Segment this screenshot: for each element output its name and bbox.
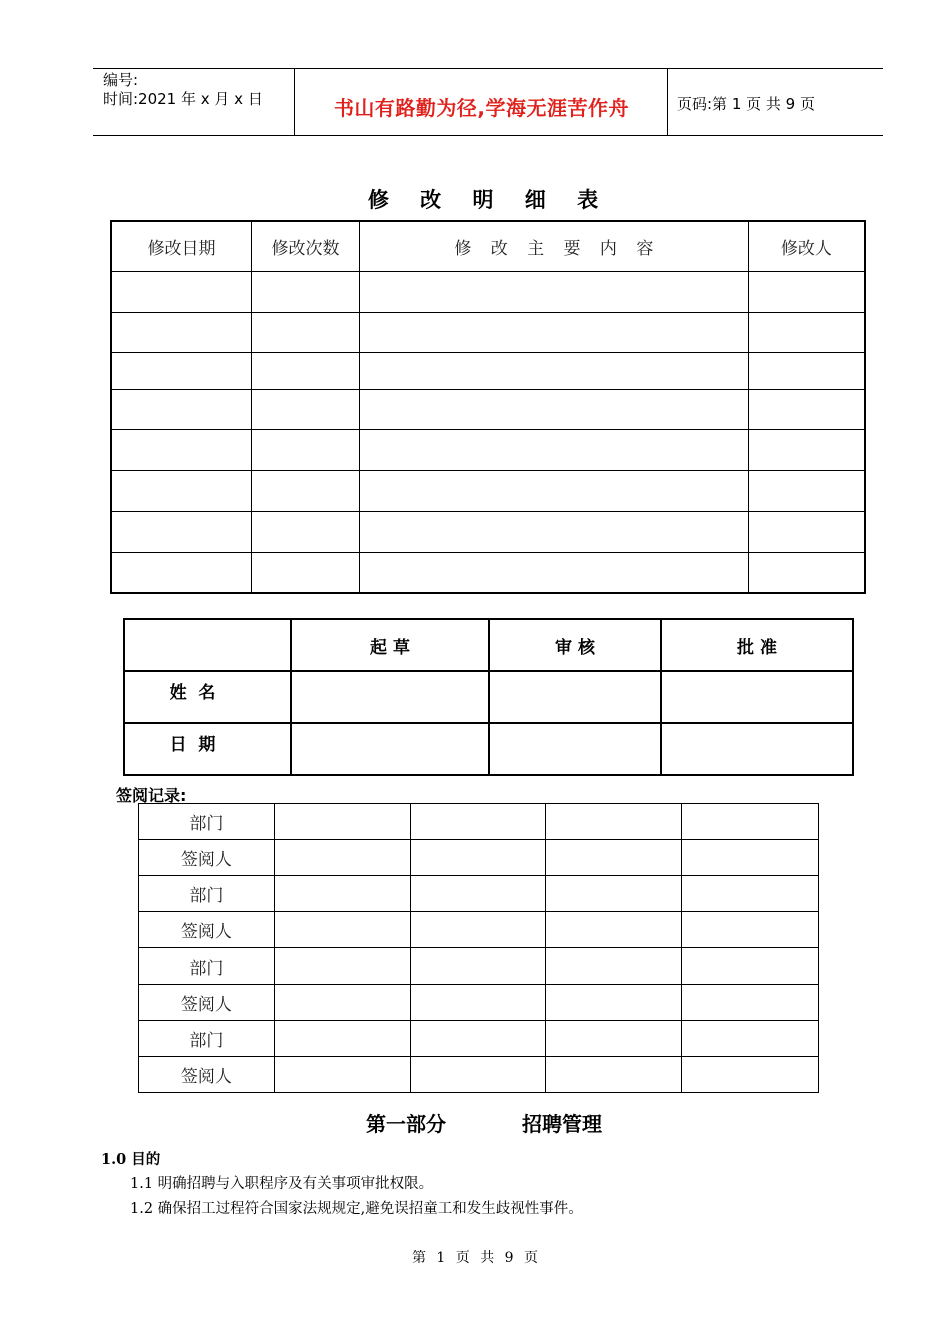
table-row xyxy=(139,1021,819,1057)
table-cell[interactable] xyxy=(748,511,865,552)
table-cell[interactable] xyxy=(274,985,410,1021)
table-cell[interactable] xyxy=(274,948,410,985)
header-revision-count: 修改次数 xyxy=(252,221,360,271)
table-row xyxy=(111,352,865,389)
header-revision-content: 修 改 主 要 内 容 xyxy=(359,221,748,271)
sign-row-label: 部门 xyxy=(139,948,275,985)
table-row xyxy=(111,389,865,429)
revision-table xyxy=(110,220,866,594)
table-cell[interactable] xyxy=(252,552,360,593)
header-slogan: 书山有路勤为径,学海无涯苦作舟 xyxy=(333,96,630,120)
table-row xyxy=(139,1057,819,1093)
table-cell[interactable] xyxy=(546,804,682,840)
table-cell[interactable] xyxy=(252,389,360,429)
table-cell[interactable] xyxy=(546,1057,682,1093)
sign-row-label: 部门 xyxy=(139,804,275,840)
table-cell[interactable] xyxy=(359,470,748,511)
header-divider-left xyxy=(294,69,295,135)
table-cell[interactable] xyxy=(359,352,748,389)
approval-header-review: 审 核 xyxy=(489,619,661,671)
table-cell[interactable] xyxy=(682,840,819,876)
table-cell[interactable] xyxy=(682,804,819,840)
table-row xyxy=(139,876,819,912)
table-cell[interactable] xyxy=(359,511,748,552)
table-cell[interactable] xyxy=(252,271,360,312)
approval-row-label-name: 姓 名 xyxy=(124,671,291,723)
table-cell[interactable] xyxy=(682,1021,819,1057)
table-cell[interactable] xyxy=(682,948,819,985)
table-cell[interactable] xyxy=(252,429,360,470)
revision-table-header xyxy=(111,221,865,271)
approval-header-approve: 批 准 xyxy=(661,619,853,671)
table-cell[interactable] xyxy=(748,552,865,593)
approval-cell[interactable] xyxy=(291,723,489,775)
table-cell[interactable] xyxy=(274,876,410,912)
table-cell[interactable] xyxy=(359,389,748,429)
sign-row-label: 签阅人 xyxy=(139,840,275,876)
table-cell[interactable] xyxy=(111,511,252,552)
document-number-label: 编号: xyxy=(103,71,139,89)
table-cell[interactable] xyxy=(682,876,819,912)
approval-cell[interactable] xyxy=(661,723,853,775)
approval-table-header xyxy=(124,619,853,671)
part-title-left: 第一部分 xyxy=(366,1112,446,1136)
table-cell[interactable] xyxy=(274,840,410,876)
table-cell[interactable] xyxy=(410,912,546,948)
table-cell[interactable] xyxy=(359,271,748,312)
table-cell[interactable] xyxy=(359,552,748,593)
table-cell[interactable] xyxy=(546,840,682,876)
table-cell[interactable] xyxy=(748,429,865,470)
document-time-label: 时间:2021 年 x 月 x 日 xyxy=(103,90,263,108)
table-cell[interactable] xyxy=(410,985,546,1021)
section-heading: 1.0 目的 xyxy=(101,1151,161,1168)
table-row xyxy=(111,470,865,511)
part-title-right: 招聘管理 xyxy=(522,1112,602,1136)
table-cell[interactable] xyxy=(410,948,546,985)
table-cell[interactable] xyxy=(748,352,865,389)
table-cell[interactable] xyxy=(546,876,682,912)
sign-row-label: 签阅人 xyxy=(139,1057,275,1093)
table-row xyxy=(139,840,819,876)
table-cell[interactable] xyxy=(252,312,360,352)
approval-row-date xyxy=(124,723,853,775)
table-cell[interactable] xyxy=(748,389,865,429)
section-item: 1.2 确保招工过程符合国家法规规定,避免误招童工和发生歧视性事件。 xyxy=(130,1201,583,1217)
table-cell[interactable] xyxy=(111,271,252,312)
sign-row-label: 部门 xyxy=(139,1021,275,1057)
revision-table-title: 修 改 明 细 表 xyxy=(367,187,611,212)
header-meta xyxy=(103,71,263,109)
table-cell[interactable] xyxy=(748,470,865,511)
table-cell[interactable] xyxy=(682,985,819,1021)
table-cell[interactable] xyxy=(546,948,682,985)
approval-table xyxy=(123,618,854,776)
table-cell[interactable] xyxy=(359,429,748,470)
table-cell[interactable] xyxy=(410,840,546,876)
table-cell[interactable] xyxy=(111,429,252,470)
table-row xyxy=(111,552,865,593)
table-cell[interactable] xyxy=(274,1021,410,1057)
sign-row-label: 签阅人 xyxy=(139,985,275,1021)
footer-page-number: 第 1 页 共 9 页 xyxy=(411,1250,539,1266)
table-cell[interactable] xyxy=(274,1057,410,1093)
table-cell[interactable] xyxy=(748,312,865,352)
approval-cell[interactable] xyxy=(291,671,489,723)
table-cell[interactable] xyxy=(111,552,252,593)
table-cell[interactable] xyxy=(410,876,546,912)
header-revision-date: 修改日期 xyxy=(111,221,252,271)
table-cell[interactable] xyxy=(252,470,360,511)
table-cell[interactable] xyxy=(111,389,252,429)
header-bottom-rule xyxy=(93,135,883,136)
approval-cell[interactable] xyxy=(489,671,661,723)
approval-row-label-date: 日 期 xyxy=(124,723,291,775)
table-cell[interactable] xyxy=(682,912,819,948)
header-revision-person: 修改人 xyxy=(748,221,865,271)
section-item: 1.1 明确招聘与入职程序及有关事项审批权限。 xyxy=(130,1176,434,1192)
header-top-rule xyxy=(93,68,883,69)
approval-cell[interactable] xyxy=(489,723,661,775)
table-cell[interactable] xyxy=(410,804,546,840)
header-divider-right xyxy=(667,69,668,135)
table-cell[interactable] xyxy=(748,271,865,312)
sign-row-label: 部门 xyxy=(139,876,275,912)
sign-record-title: 签阅记录: xyxy=(116,786,187,805)
table-row xyxy=(111,312,865,352)
table-cell[interactable] xyxy=(111,312,252,352)
table-cell[interactable] xyxy=(682,1057,819,1093)
table-cell[interactable] xyxy=(359,312,748,352)
table-cell[interactable] xyxy=(252,511,360,552)
table-cell[interactable] xyxy=(111,352,252,389)
header-page-number: 页码:第 1 页 共 9 页 xyxy=(677,95,815,113)
table-cell[interactable] xyxy=(546,912,682,948)
approval-header-blank xyxy=(124,619,291,671)
approval-cell[interactable] xyxy=(661,671,853,723)
table-cell[interactable] xyxy=(274,912,410,948)
table-row xyxy=(139,912,819,948)
table-row xyxy=(139,804,819,840)
approval-header-draft: 起 草 xyxy=(291,619,489,671)
table-row xyxy=(139,948,819,985)
table-cell[interactable] xyxy=(111,470,252,511)
sign-record-table xyxy=(138,803,819,1093)
table-row xyxy=(111,271,865,312)
table-row xyxy=(111,511,865,552)
table-cell[interactable] xyxy=(252,352,360,389)
table-cell[interactable] xyxy=(410,1057,546,1093)
table-row xyxy=(139,985,819,1021)
approval-row-name xyxy=(124,671,853,723)
table-cell[interactable] xyxy=(546,985,682,1021)
table-cell[interactable] xyxy=(410,1021,546,1057)
sign-row-label: 签阅人 xyxy=(139,912,275,948)
table-row xyxy=(111,429,865,470)
table-cell[interactable] xyxy=(274,804,410,840)
table-cell[interactable] xyxy=(546,1021,682,1057)
